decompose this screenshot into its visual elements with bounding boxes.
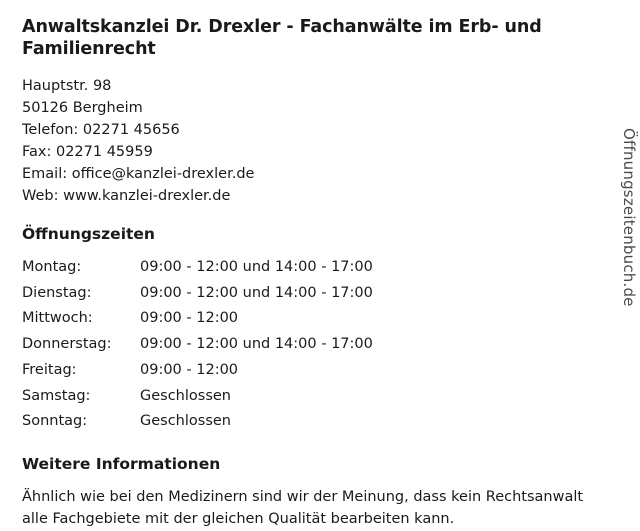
more-information-heading: Weitere Informationen [22,455,221,474]
opening-hours-table [22,255,373,435]
day-label: Montag: [22,258,82,275]
day-hours: 09:00 - 12:00 [140,361,239,378]
table-row [22,306,373,332]
day-hours: 09:00 - 12:00 [140,310,239,327]
table-row [22,281,373,307]
day-label: Samstag: [22,387,91,404]
more-information-text: Ähnlich wie bei den Medizinern sind wir der Meinung, dass kein Rechtsanwalt alle Fachgebiete mit der gleichen Qualität bearbeiten kann. [22,489,584,527]
address-street: Hauptstr. 98 [22,77,112,94]
day-label: Freitag: [22,361,77,378]
day-label: Donnerstag: [22,336,112,353]
table-row [22,255,373,281]
day-hours: Geschlossen [140,387,231,404]
table-row [22,409,373,435]
address-city: 50126 Bergheim [22,99,143,116]
watermark-label: Öffnungszeitenbuch.de [620,128,638,307]
day-hours: Geschlossen [140,413,231,430]
fax-line: Fax: 02271 45959 [22,143,153,160]
email-line: Email: office@kanzlei-drexler.de [22,165,255,182]
opening-hours-heading: Öffnungszeiten [22,224,155,243]
day-hours: 09:00 - 12:00 und 14:00 - 17:00 [140,284,373,301]
day-hours: 09:00 - 12:00 und 14:00 - 17:00 [140,258,373,275]
page-title: Anwaltskanzlei Dr. Drexler - Fachanwälte im Erb- und Familienrecht [22,17,542,60]
phone-line: Telefon: 02271 45656 [22,121,180,138]
day-label: Mittwoch: [22,310,93,327]
table-row [22,384,373,410]
day-label: Sonntag: [22,413,88,430]
table-row [22,358,373,384]
day-hours: 09:00 - 12:00 und 14:00 - 17:00 [140,336,373,353]
table-row [22,332,373,358]
contact-block [22,75,618,207]
website-line: Web: www.kanzlei-drexler.de [22,187,231,204]
day-label: Dienstag: [22,284,92,301]
